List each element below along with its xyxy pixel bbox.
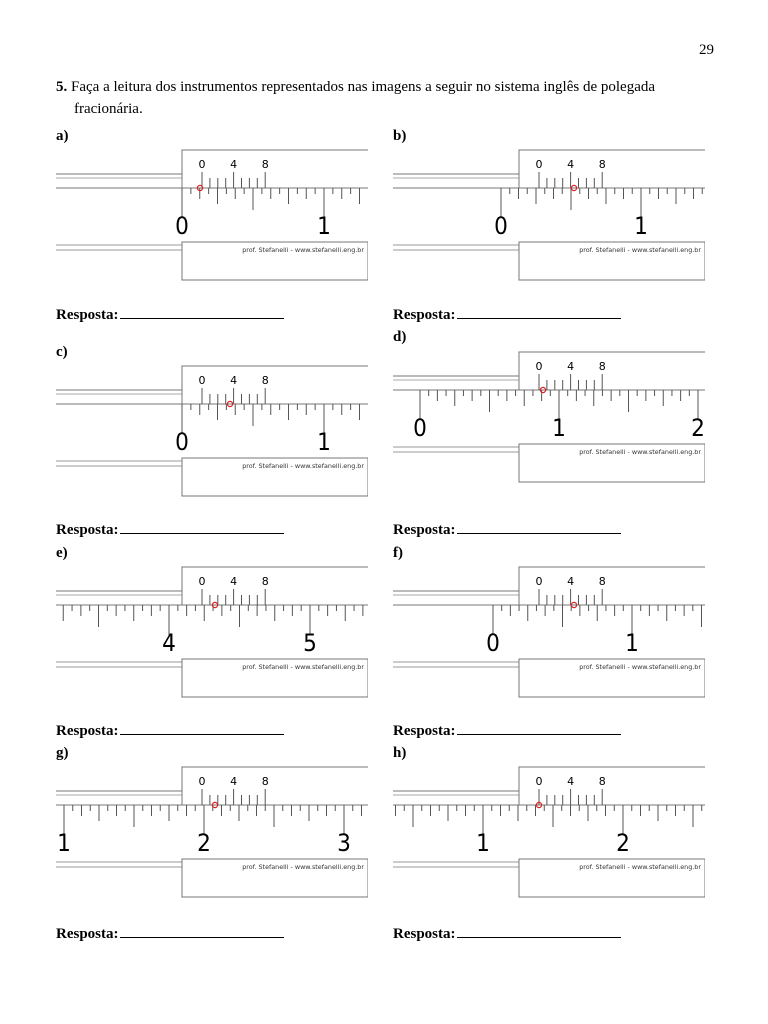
item-label-h: h)	[393, 745, 407, 761]
main-scale-number: 1	[552, 414, 566, 442]
answer-label: Resposta:	[393, 307, 456, 323]
vernier-label: 4	[567, 575, 575, 588]
main-scale-number: 1	[317, 212, 331, 240]
vernier-label: 8	[261, 575, 269, 588]
question-text	[56, 76, 714, 120]
vernier-label: 0	[535, 775, 543, 788]
caliper-figure-g	[56, 765, 368, 899]
vernier-label: 0	[535, 158, 543, 171]
upper-jaw-outline	[393, 767, 705, 791]
main-scale-number: 1	[634, 212, 648, 240]
vernier-label: 0	[535, 575, 543, 588]
vernier-label: 4	[567, 158, 575, 171]
main-scale-number: 1	[317, 428, 331, 456]
answer-line[interactable]	[120, 720, 284, 735]
caliper-figure-h	[393, 765, 705, 899]
vernier-label: 4	[230, 575, 238, 588]
vernier-label: 4	[230, 158, 238, 171]
answer-b	[393, 304, 621, 324]
question-line-2: fracionária.	[74, 101, 143, 117]
answer-line[interactable]	[120, 304, 284, 319]
caliper-drawing	[56, 565, 368, 699]
vernier-label: 4	[230, 374, 238, 387]
main-scale-number: 0	[175, 212, 189, 240]
main-scale-number: 1	[476, 829, 490, 857]
watermark-text: prof. Stefanelli - www.stefanelli.eng.br	[242, 863, 364, 871]
vernier-label: 8	[261, 374, 269, 387]
vernier-label: 8	[598, 158, 606, 171]
answer-label: Resposta:	[56, 522, 119, 538]
answer-g	[56, 923, 284, 943]
answer-line[interactable]	[457, 519, 621, 534]
answer-line[interactable]	[120, 519, 284, 534]
answer-line[interactable]	[457, 923, 621, 938]
vernier-label: 8	[261, 775, 269, 788]
watermark-text: prof. Stefanelli - www.stefanelli.eng.br	[579, 448, 701, 456]
answer-e	[56, 720, 284, 740]
main-scale-number: 0	[486, 629, 500, 657]
answer-h	[393, 923, 621, 943]
answer-line[interactable]	[457, 720, 621, 735]
caliper-figure-e	[56, 565, 368, 699]
caliper-figure-f	[393, 565, 705, 699]
main-scale-number: 0	[175, 428, 189, 456]
answer-line[interactable]	[457, 304, 621, 319]
vernier-label: 8	[598, 575, 606, 588]
vernier-label: 4	[230, 775, 238, 788]
upper-jaw-outline	[56, 150, 368, 174]
answer-label: Resposta:	[393, 926, 456, 942]
caliper-figure-b	[393, 148, 705, 282]
question-number: 5.	[56, 79, 68, 95]
watermark-text: prof. Stefanelli - www.stefanelli.eng.br	[242, 663, 364, 671]
vernier-label: 8	[261, 158, 269, 171]
upper-jaw-outline	[56, 366, 368, 390]
answer-label: Resposta:	[393, 522, 456, 538]
item-label-g: g)	[56, 745, 69, 761]
item-label-e: e)	[56, 545, 68, 561]
watermark-text: prof. Stefanelli - www.stefanelli.eng.br	[579, 863, 701, 871]
caliper-figure-c	[56, 364, 368, 498]
answer-line[interactable]	[120, 923, 284, 938]
caliper-drawing	[393, 148, 705, 282]
question-line-1: Faça a leitura dos instrumentos representados nas imagens a seguir no sistema inglês de polegada	[71, 79, 656, 95]
upper-jaw-outline	[393, 352, 705, 376]
main-scale-number: 0	[413, 414, 427, 442]
caliper-figure-a	[56, 148, 368, 282]
answer-c	[56, 519, 284, 539]
watermark-text: prof. Stefanelli - www.stefanelli.eng.br	[242, 462, 364, 470]
vernier-label: 0	[198, 158, 206, 171]
answer-label: Resposta:	[56, 926, 119, 942]
caliper-drawing	[393, 765, 705, 899]
upper-jaw-outline	[56, 767, 368, 791]
item-label-f: f)	[393, 545, 403, 561]
main-scale-number: 0	[494, 212, 508, 240]
watermark-text: prof. Stefanelli - www.stefanelli.eng.br	[579, 246, 701, 254]
upper-jaw-outline	[393, 567, 705, 591]
item-label-c: c)	[56, 344, 68, 360]
vernier-label: 0	[198, 374, 206, 387]
caliper-drawing	[393, 350, 705, 484]
item-label-d: d)	[393, 329, 407, 345]
caliper-drawing	[56, 765, 368, 899]
vernier-label: 0	[535, 360, 543, 373]
caliper-figure-d	[393, 350, 705, 484]
vernier-label: 0	[198, 775, 206, 788]
vernier-label: 8	[598, 775, 606, 788]
answer-d	[393, 519, 621, 539]
page-number: 29	[699, 42, 714, 58]
vernier-label: 8	[598, 360, 606, 373]
main-scale-number: 3	[337, 829, 351, 857]
upper-jaw-outline	[393, 150, 705, 174]
watermark-text: prof. Stefanelli - www.stefanelli.eng.br	[242, 246, 364, 254]
main-scale-number: 2	[616, 829, 630, 857]
vernier-label: 4	[567, 360, 575, 373]
main-scale-number: 4	[162, 629, 176, 657]
answer-label: Resposta:	[393, 723, 456, 739]
main-scale-number: 1	[57, 829, 71, 857]
item-label-b: b)	[393, 128, 407, 144]
caliper-drawing	[393, 565, 705, 699]
item-label-a: a)	[56, 128, 69, 144]
caliper-drawing	[56, 148, 368, 282]
main-scale-number: 1	[625, 629, 639, 657]
answer-a	[56, 304, 284, 324]
caliper-drawing	[56, 364, 368, 498]
main-scale-number: 2	[691, 414, 705, 442]
watermark-text: prof. Stefanelli - www.stefanelli.eng.br	[579, 663, 701, 671]
vernier-label: 4	[567, 775, 575, 788]
answer-f	[393, 720, 621, 740]
upper-jaw-outline	[56, 567, 368, 591]
main-scale-number: 5	[303, 629, 317, 657]
answer-label: Resposta:	[56, 307, 119, 323]
main-scale-number: 2	[197, 829, 211, 857]
vernier-label: 0	[198, 575, 206, 588]
answer-label: Resposta:	[56, 723, 119, 739]
